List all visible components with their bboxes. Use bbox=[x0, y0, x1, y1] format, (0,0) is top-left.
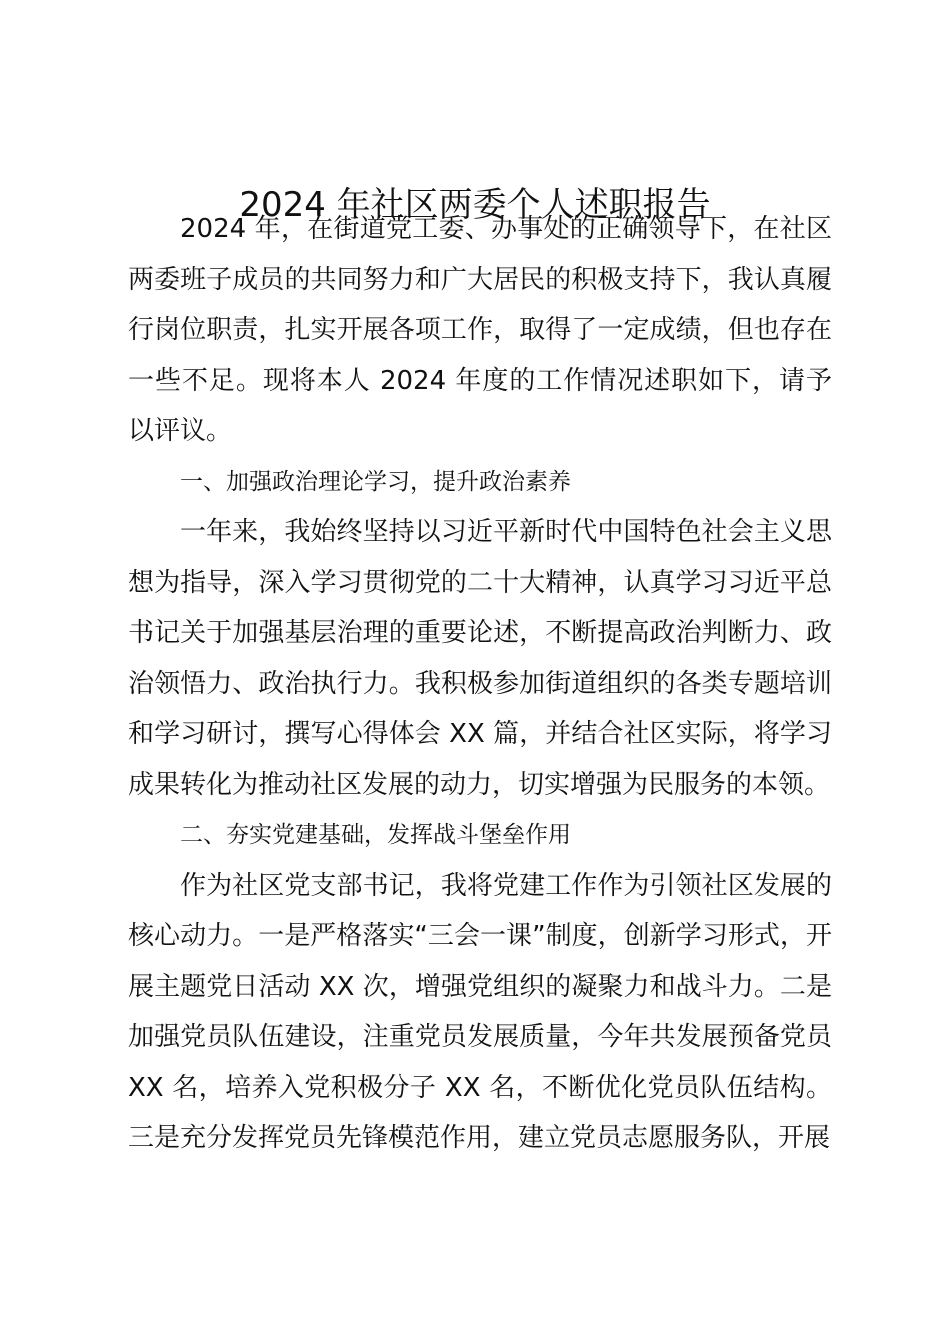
document-body bbox=[128, 204, 832, 1164]
paragraph-intro: 2024 年，在街道党工委、办事处的正确领导下，在社区两委班子成员的共同努力和广大居民的积极支持下，我认真履行岗位职责，扎实开展各项工作，取得了一定成绩，但也存在一些不足。现将本人 2024 年度的工作情况述职如下，请予以评议。 bbox=[128, 214, 832, 446]
paragraph-party-building: 作为社区党支部书记，我将党建工作作为引领社区发展的核心动力。一是严格落实“三会一课”制度，创新学习形式，开展主题党日活动 XX 次，增强党组织的凝聚力和战斗力。二是加强党员队伍建设，注重党员发展质量，今年共发展预备党员 XX 名，培养入党积极分子 XX 名，不断优化党员队伍结构。三是充分发挥党员先锋模范作用，建立党员志愿服务队，开展 bbox=[128, 870, 832, 1153]
document-title: 2024 年社区两委个人述职报告 bbox=[239, 185, 711, 225]
section-heading-1: 一、加强政治理论学习，提升政治素养 bbox=[180, 468, 571, 495]
section-heading-2: 二、夯实党建基础，发挥战斗堡垒作用 bbox=[180, 822, 571, 848]
paragraph-political-study: 一年来，我始终坚持以习近平新时代中国特色社会主义思想为指导，深入学习贯彻党的二十大精神，认真学习习近平总书记关于加强基层治理的重要论述，不断提高政治判断力、政治领悟力、政治执行力。我积极参加街道组织的各类专题培训和学习研讨，撰写心得体会 XX 篇，并结合社区实际，将学习成果转化为推动社区发展的动力，切实增强为民服务的本领。 bbox=[128, 517, 832, 800]
